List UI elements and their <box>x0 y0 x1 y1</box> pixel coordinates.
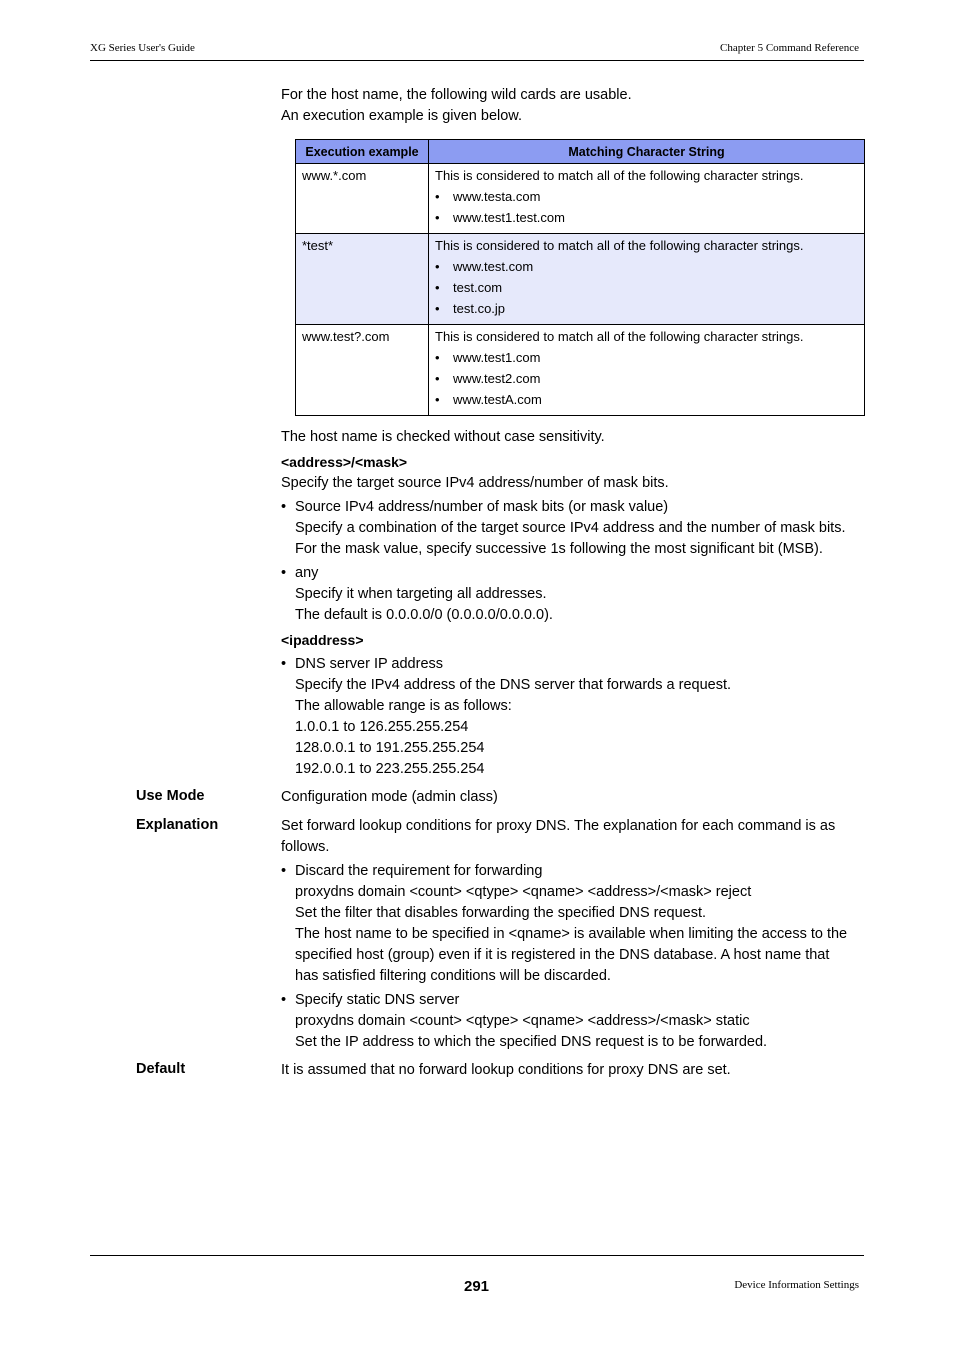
default-text: It is assumed that no forward lookup conditions for proxy DNS are set. <box>281 1062 731 1078</box>
default-label: Default <box>136 1061 186 1077</box>
table-cell-matching <box>429 164 865 234</box>
use-mode-label: Use Mode <box>136 788 205 804</box>
case-note: The host name is checked without case sensitivity. <box>281 429 605 445</box>
table-header-matching: Matching Character String <box>429 140 865 164</box>
table-row <box>296 234 865 325</box>
explanation-line-1: Set forward lookup conditions for proxy DNS. The explanation for each command is as <box>281 818 836 834</box>
match-description: This is considered to match all of the following character strings. <box>435 329 804 344</box>
header-rule <box>90 60 864 61</box>
use-mode-text: Configuration mode (admin class) <box>281 789 498 805</box>
table-cell-example: *test* <box>296 234 429 325</box>
address-mask-heading: <address>/<mask> <box>281 454 408 470</box>
intro-line-1: For the host name, the following wild cards are usable. <box>281 87 632 103</box>
table-row <box>296 325 865 416</box>
table-row <box>296 164 865 234</box>
table-cell-example: www.*.com <box>296 164 429 234</box>
explanation-line-2: follows. <box>281 839 330 855</box>
footer-rule <box>90 1255 864 1256</box>
table-cell-matching <box>429 234 865 325</box>
list-item: • www.test1.test.com <box>435 210 565 225</box>
match-description: This is considered to match all of the following character strings. <box>435 168 804 183</box>
list-item: • www.test.com <box>435 259 534 274</box>
list-item: • www.test1.com <box>435 350 541 365</box>
ipaddress-heading: <ipaddress> <box>281 632 364 648</box>
explanation-label: Explanation <box>136 817 219 833</box>
list-item: • Discard the requirement for forwarding proxydns domain <count> <qtype> <qname> <address>/<mask> reject Set the filter that disables forwarding the specified DNS request. The host name to be specified in <qname> is available when limiting the access to the specified host (group) even if it is registered in the DNS database. A host name that has satisfied filtering conditions will be discarded. <box>281 863 848 984</box>
page-number: 291 <box>464 1278 490 1295</box>
list-item: • Specify static DNS server proxydns domain <count> <qtype> <qname> <address>/<mask> static Set the IP address to which the specified DNS request is to be forwarded. <box>281 992 768 1050</box>
list-item: • Source IPv4 address/number of mask bits (or mask value) Specify a combination of the target source IPv4 address and the number of mask bits. For the mask value, specify successive 1s following the most significant bit (MSB). <box>281 499 846 557</box>
header-guide-title: XG Series User's Guide <box>90 42 195 54</box>
list-item: • www.testa.com <box>435 189 541 204</box>
header-chapter-title: Chapter 5 Command Reference <box>720 42 859 54</box>
list-item: • test.co.jp <box>435 301 506 316</box>
wildcard-table <box>295 139 865 416</box>
list-item: • www.testA.com <box>435 392 542 407</box>
table-cell-example: www.test?.com <box>296 325 429 416</box>
match-description: This is considered to match all of the following character strings. <box>435 238 804 253</box>
intro-line-2: An execution example is given below. <box>281 108 523 124</box>
footer-section-title: Device Information Settings <box>734 1279 859 1291</box>
address-mask-description: Specify the target source IPv4 address/number of mask bits. <box>281 475 669 491</box>
table-header-row <box>296 140 865 164</box>
table-cell-matching <box>429 325 865 416</box>
list-item: • any Specify it when targeting all addresses. The default is 0.0.0.0/0 (0.0.0.0/0.0.0.0). <box>281 565 553 623</box>
list-item: • www.test2.com <box>435 371 541 386</box>
table-header-example: Execution example <box>296 140 429 164</box>
list-item: • DNS server IP address Specify the IPv4 address of the DNS server that forwards a request. The allowable range is as follows: 1.0.0.1 to 126.255.255.254 128.0.0.1 to 191.255.255.254 192.0.0.1 to 223.255.255.254 <box>281 656 732 777</box>
list-item: • test.com <box>435 280 503 295</box>
